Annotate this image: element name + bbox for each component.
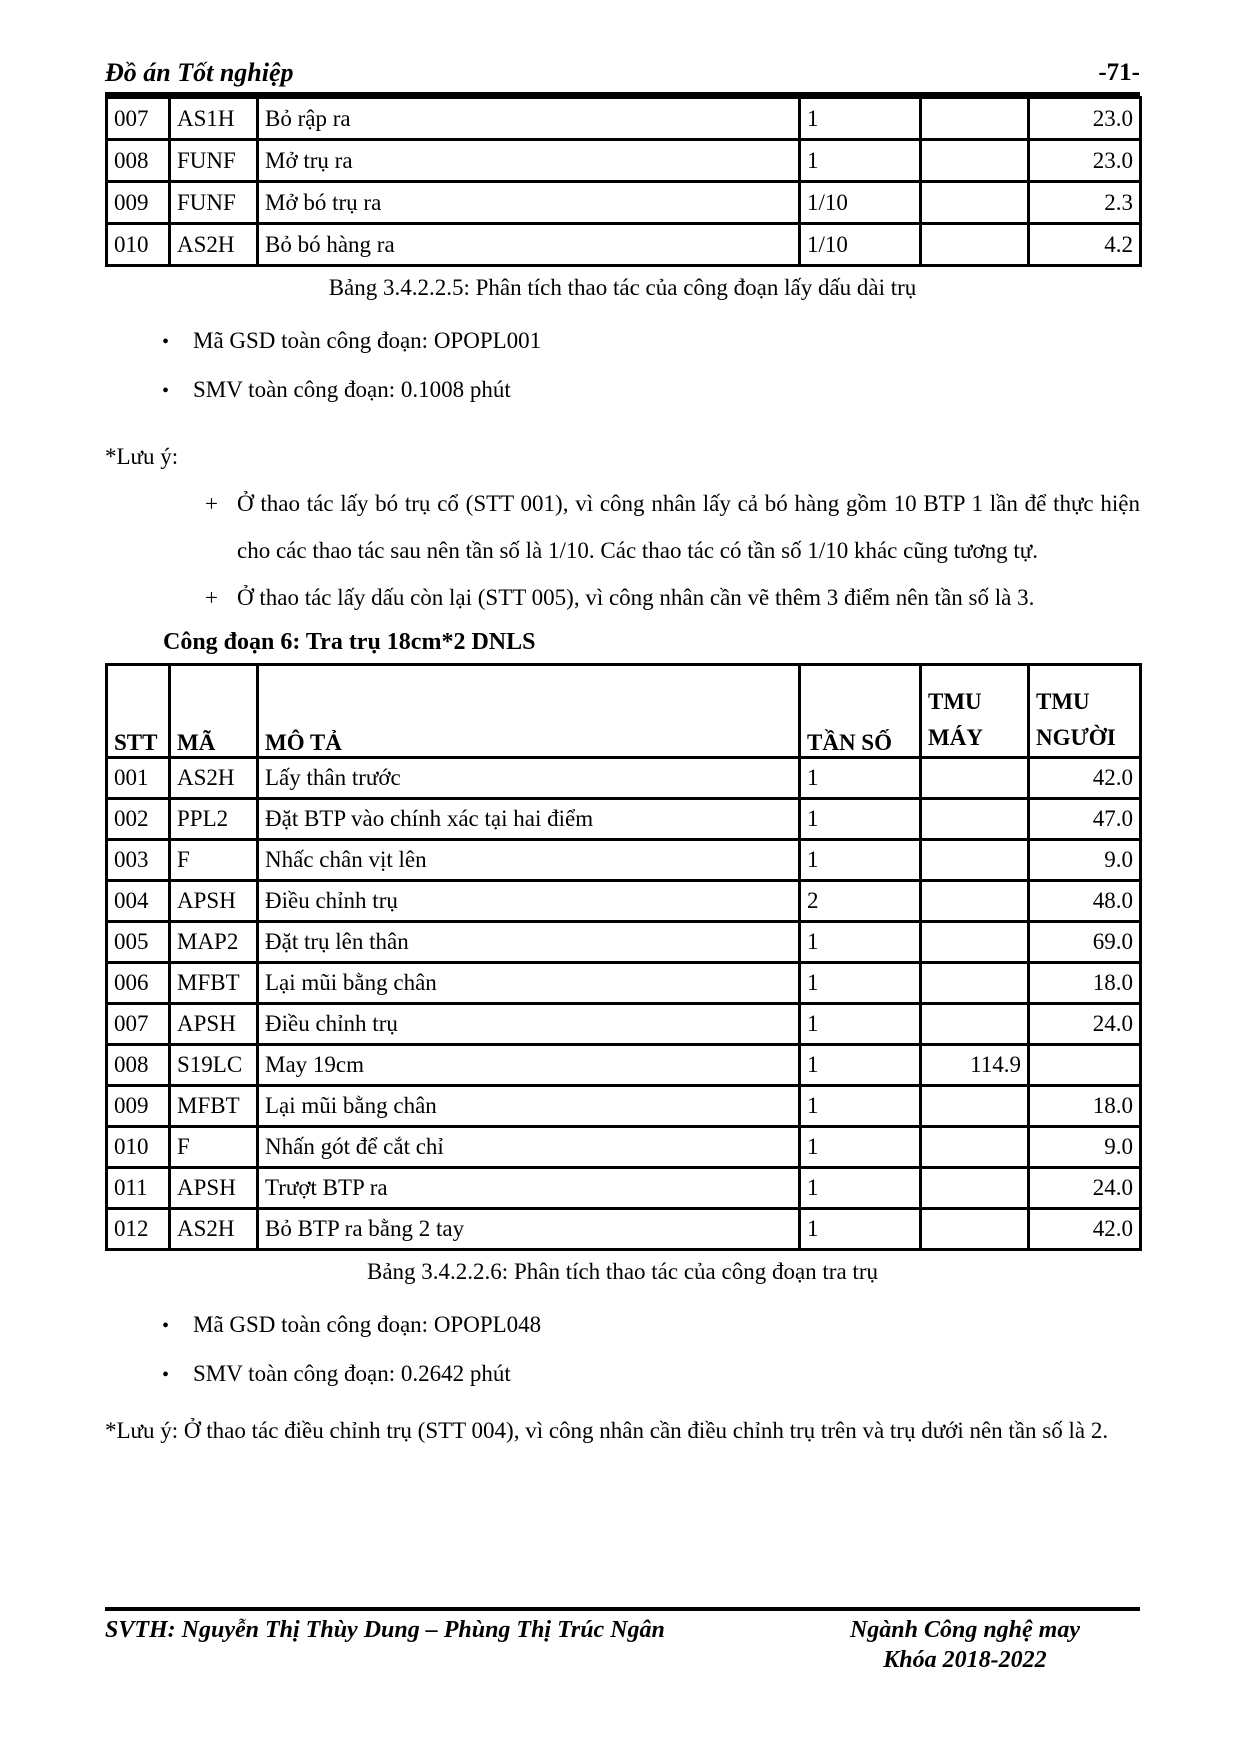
cell-tmu-may: [921, 963, 1029, 1004]
cell-ma: MFBT: [170, 1086, 258, 1127]
cell-mo-ta: Bỏ BTP ra bằng 2 tay: [258, 1209, 800, 1250]
cell-tmu-nguoi: 9.0: [1029, 840, 1141, 881]
column-header-mo-ta: MÔ TẢ: [258, 665, 800, 758]
footer-program: [850, 1615, 1080, 1675]
cell-tan-so: 1: [800, 758, 921, 799]
cell-tan-so: 1: [800, 922, 921, 963]
cell-tmu-nguoi: 4.2: [1029, 224, 1141, 266]
cell-ma: PPL2: [170, 799, 258, 840]
cell-tmu-nguoi: [1029, 1045, 1141, 1086]
cell-tmu-may: [921, 1086, 1029, 1127]
table-row: [107, 182, 1141, 224]
cell-stt: 001: [107, 758, 170, 799]
bullet-text: Mã GSD toàn công đoạn: OPOPL001: [193, 328, 542, 353]
cell-tmu-may: [921, 140, 1029, 182]
table-row: [107, 140, 1141, 182]
bullet-item: [105, 1350, 1140, 1399]
table-row: [107, 1004, 1141, 1045]
cell-tmu-nguoi: 24.0: [1029, 1004, 1141, 1045]
tmu-nguoi-line2: NGƯỜI: [1036, 725, 1116, 750]
cell-tmu-may: [921, 1209, 1029, 1250]
cell-tan-so: 1: [800, 963, 921, 1004]
cell-stt: 008: [107, 1045, 170, 1086]
cell-tan-so: 1: [800, 840, 921, 881]
table-row: [107, 840, 1141, 881]
cell-tmu-may: [921, 758, 1029, 799]
cell-stt: 009: [107, 182, 170, 224]
cell-tan-so: 1: [800, 799, 921, 840]
footer-cohort: Khóa 2018-2022: [883, 1647, 1047, 1673]
cell-ma: F: [170, 840, 258, 881]
note-item: [105, 574, 1140, 621]
cell-ma: AS2H: [170, 224, 258, 266]
tmu-may-line2: MÁY: [928, 725, 983, 750]
bullet-icon: •: [162, 331, 170, 353]
bullet-item: [105, 317, 1140, 366]
cell-mo-ta: Điều chỉnh trụ: [258, 881, 800, 922]
table-row: [107, 758, 1141, 799]
cell-tmu-nguoi: 23.0: [1029, 140, 1141, 182]
cell-tan-so: 1: [800, 140, 921, 182]
cell-mo-ta: Đặt trụ lên thân: [258, 922, 800, 963]
tmu-nguoi-line1: TMU: [1036, 689, 1090, 714]
bullet-item: [105, 366, 1140, 415]
section2-bullet-list: [105, 1301, 1140, 1399]
page-number: -71-: [1098, 59, 1140, 86]
cell-mo-ta: Mở trụ ra: [258, 140, 800, 182]
cell-tmu-nguoi: 9.0: [1029, 1127, 1141, 1168]
cell-mo-ta: Điều chỉnh trụ: [258, 1004, 800, 1045]
cell-tmu-may: [921, 881, 1029, 922]
tmu-may-line1: TMU: [928, 689, 982, 714]
cell-tmu-nguoi: 23.0: [1029, 98, 1141, 140]
bullet-item: [105, 1301, 1140, 1350]
page-footer: [105, 1607, 1140, 1675]
bullet-text: Mã GSD toàn công đoạn: OPOPL048: [193, 1312, 542, 1337]
cell-mo-ta: Lấy thân trước: [258, 758, 800, 799]
cell-tmu-nguoi: 24.0: [1029, 1168, 1141, 1209]
cell-tan-so: 1/10: [800, 224, 921, 266]
cell-mo-ta: Mở bó trụ ra: [258, 182, 800, 224]
cell-ma: APSH: [170, 1004, 258, 1045]
bullet-icon: •: [162, 1364, 170, 1386]
note-item-text: Ở thao tác lấy bó trụ cổ (STT 001), vì công nhân lấy cả bó hàng gồm 10 BTP 1 lần để thực hiện cho các thao tác sau nên tần số là 1/10. Các thao tác có tần số 1/10 khác cũng tương tự.: [237, 491, 1140, 563]
column-header-tmu-may: [921, 665, 1029, 758]
cell-stt: 010: [107, 224, 170, 266]
cell-mo-ta: Bỏ rập ra: [258, 98, 800, 140]
cell-tan-so: 1: [800, 1127, 921, 1168]
cell-tmu-nguoi: 47.0: [1029, 799, 1141, 840]
page-header: [105, 56, 1140, 96]
note-label: *Lưu ý:: [105, 444, 179, 469]
cell-stt: 004: [107, 881, 170, 922]
cell-tmu-nguoi: 42.0: [1029, 758, 1141, 799]
bullet-text: SMV toàn công đoạn: 0.2642 phút: [193, 1361, 511, 1386]
cell-mo-ta: Lại mũi bằng chân: [258, 1086, 800, 1127]
section-heading: Công đoạn 6: Tra trụ 18cm*2 DNLS: [163, 629, 536, 655]
cell-tan-so: 1/10: [800, 182, 921, 224]
cell-tan-so: 1: [800, 1209, 921, 1250]
column-header-ma: MÃ: [170, 665, 258, 758]
footer-major: Ngành Công nghệ may: [849, 1617, 1080, 1643]
cell-tmu-may: [921, 98, 1029, 140]
cell-tmu-may: 114.9: [921, 1045, 1029, 1086]
cell-ma: APSH: [170, 881, 258, 922]
table-row: [107, 1209, 1141, 1250]
plus-marker-icon: +: [205, 491, 218, 516]
cell-tan-so: 1: [800, 1004, 921, 1045]
cell-mo-ta: May 19cm: [258, 1045, 800, 1086]
cell-mo-ta: Đặt BTP vào chính xác tại hai điểm: [258, 799, 800, 840]
cell-tan-so: 2: [800, 881, 921, 922]
cell-ma: APSH: [170, 1168, 258, 1209]
cell-tmu-may: [921, 799, 1029, 840]
table-row: [107, 98, 1141, 140]
cell-tmu-may: [921, 1004, 1029, 1045]
cell-tmu-nguoi: 69.0: [1029, 922, 1141, 963]
cell-tmu-nguoi: 42.0: [1029, 1209, 1141, 1250]
cell-mo-ta: Trượt BTP ra: [258, 1168, 800, 1209]
cell-mo-ta: Nhấc chân vịt lên: [258, 840, 800, 881]
cell-mo-ta: Lại mũi bằng chân: [258, 963, 800, 1004]
cell-ma: AS1H: [170, 98, 258, 140]
cell-mo-ta: Nhấn gót để cắt chỉ: [258, 1127, 800, 1168]
table-row: [107, 1127, 1141, 1168]
section1-bullet-list: [105, 317, 1140, 415]
cell-tmu-may: [921, 224, 1029, 266]
table-row: [107, 881, 1141, 922]
cell-stt: 008: [107, 140, 170, 182]
note-item-list: [105, 480, 1140, 621]
cell-stt: 005: [107, 922, 170, 963]
cell-stt: 007: [107, 1004, 170, 1045]
table-row: [107, 922, 1141, 963]
cell-tmu-nguoi: 18.0: [1029, 1086, 1141, 1127]
cell-ma: FUNF: [170, 182, 258, 224]
table-row: [107, 963, 1141, 1004]
column-header-tmu-nguoi: [1029, 665, 1141, 758]
note-item: [105, 480, 1140, 574]
operation-table-head: [107, 665, 1141, 758]
cell-stt: 011: [107, 1168, 170, 1209]
document-title: Đồ án Tốt nghiệp: [105, 58, 294, 87]
operation-table-body: [107, 758, 1141, 1250]
table2-caption: Bảng 3.4.2.2.6: Phân tích thao tác của công đoạn tra trụ: [367, 1259, 878, 1284]
operation-table: [105, 663, 1142, 1251]
section2-note: *Lưu ý: Ở thao tác điều chỉnh trụ (STT 004), vì công nhân cần điều chỉnh trụ trên và trụ dưới nên tần số là 2.: [105, 1418, 1109, 1443]
cell-tmu-may: [921, 1127, 1029, 1168]
cell-ma: FUNF: [170, 140, 258, 182]
table-row: [107, 1086, 1141, 1127]
cell-tmu-may: [921, 182, 1029, 224]
operation-table-continued: [105, 96, 1142, 267]
cell-stt: 010: [107, 1127, 170, 1168]
cell-ma: MAP2: [170, 922, 258, 963]
cell-tan-so: 1: [800, 1168, 921, 1209]
cell-tan-so: 1: [800, 1045, 921, 1086]
column-header-stt: STT: [107, 665, 170, 758]
cell-tan-so: 1: [800, 1086, 921, 1127]
bullet-icon: •: [162, 380, 170, 402]
bullet-text: SMV toàn công đoạn: 0.1008 phút: [193, 377, 511, 402]
table-row: [107, 1168, 1141, 1209]
cell-tmu-may: [921, 840, 1029, 881]
cell-tan-so: 1: [800, 98, 921, 140]
cell-stt: 002: [107, 799, 170, 840]
table-row: [107, 1045, 1141, 1086]
cell-tmu-may: [921, 1168, 1029, 1209]
cell-ma: AS2H: [170, 1209, 258, 1250]
cell-stt: 012: [107, 1209, 170, 1250]
cell-tmu-may: [921, 922, 1029, 963]
cell-tmu-nguoi: 2.3: [1029, 182, 1141, 224]
cell-ma: F: [170, 1127, 258, 1168]
cell-stt: 006: [107, 963, 170, 1004]
column-header-tan-so: TẦN SỐ: [800, 665, 921, 758]
cell-stt: 009: [107, 1086, 170, 1127]
cell-ma: S19LC: [170, 1045, 258, 1086]
table1-caption: Bảng 3.4.2.2.5: Phân tích thao tác của công đoạn lấy dấu dài trụ: [328, 275, 917, 300]
cell-tmu-nguoi: 18.0: [1029, 963, 1141, 1004]
cell-stt: 007: [107, 98, 170, 140]
bullet-icon: •: [162, 1315, 170, 1337]
cell-mo-ta: Bỏ bó hàng ra: [258, 224, 800, 266]
cell-stt: 003: [107, 840, 170, 881]
header-row: [107, 665, 1141, 758]
table-row: [107, 799, 1141, 840]
cell-ma: MFBT: [170, 963, 258, 1004]
operation-table-continued-body: [107, 98, 1141, 266]
cell-ma: AS2H: [170, 758, 258, 799]
cell-tmu-nguoi: 48.0: [1029, 881, 1141, 922]
plus-marker-icon: +: [205, 585, 218, 610]
footer-authors: SVTH: Nguyễn Thị Thùy Dung – Phùng Thị Trúc Ngân: [105, 1617, 665, 1643]
table-row: [107, 224, 1141, 266]
note-item-text: Ở thao tác lấy dấu còn lại (STT 005), vì công nhân cần vẽ thêm 3 điểm nên tần số là 3.: [237, 585, 1035, 610]
